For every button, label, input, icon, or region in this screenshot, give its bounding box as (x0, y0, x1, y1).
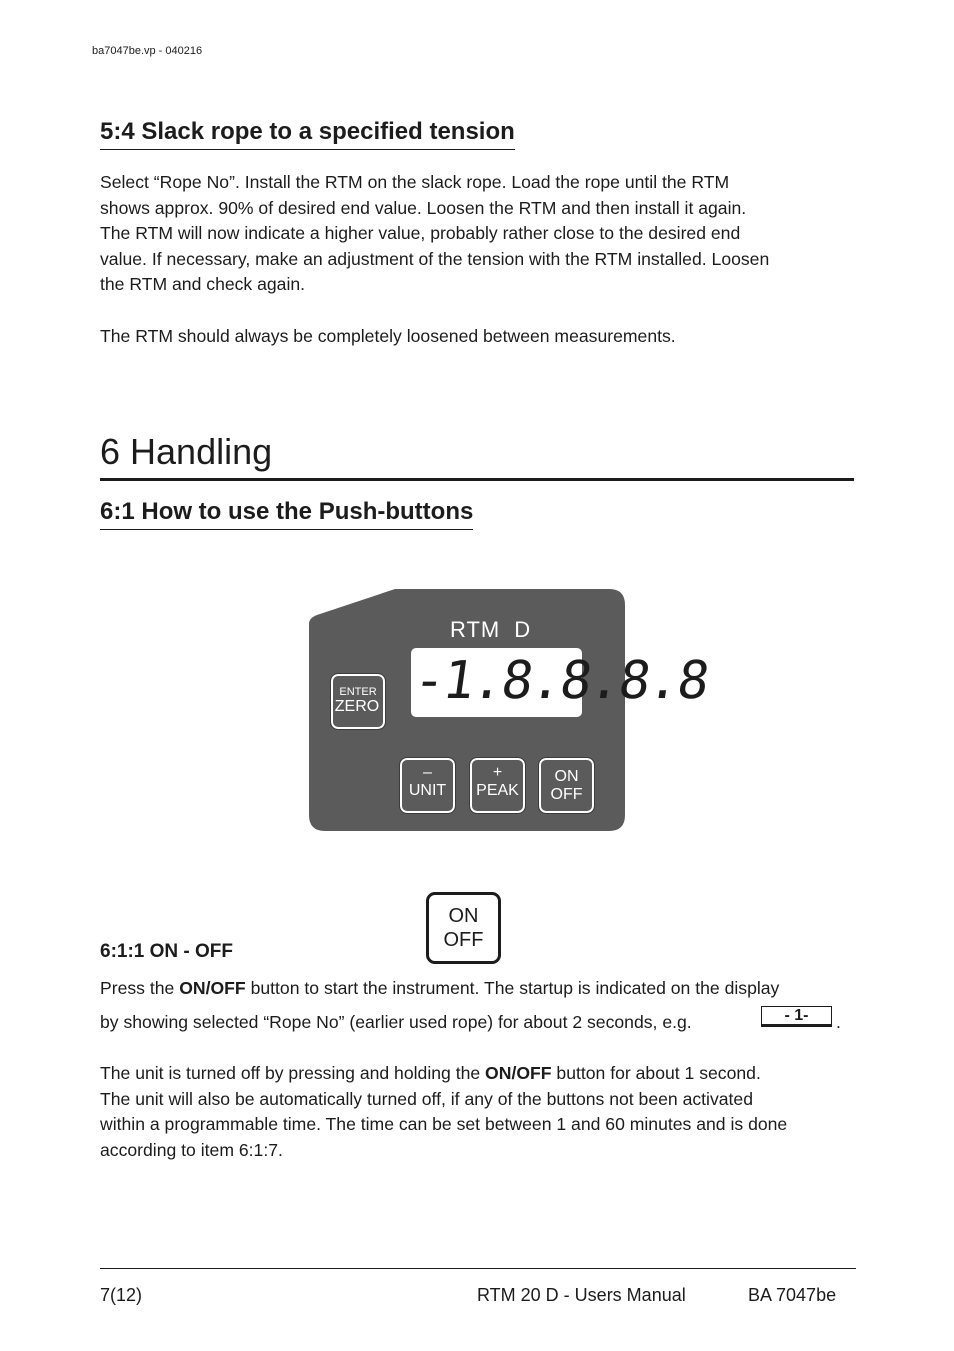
peak-button[interactable] (470, 758, 525, 813)
unit-button-label: UNIT (408, 782, 447, 799)
unit-button[interactable] (400, 758, 455, 813)
section-5-4-paragraph (100, 170, 769, 298)
page-number: 7(12) (100, 1285, 143, 1305)
minus-icon: – (423, 764, 432, 781)
text-line: the RTM and check again. (100, 274, 306, 295)
text-line: shows approx. 90% of desired end value. Loosen the RTM and then install it again. (100, 197, 747, 218)
chapter-heading-6: 6 Handling (100, 430, 854, 481)
device-display-digits: -1.8.8.8.8 (409, 651, 712, 711)
peak-button-label: PEAK (476, 782, 519, 799)
footer-doc-id: BA 7047be (748, 1285, 837, 1305)
text-line: within a programmable time. The time can be set between 1 and 60 minutes and is done (100, 1114, 788, 1135)
file-id: ba7047be.vp - 040216 (92, 45, 203, 57)
footer-title: RTM 20 D - Users Manual (477, 1285, 686, 1305)
text-line: Select “Rope No”. Install the RTM on the slack rope. Load the rope until the RTM (100, 172, 730, 192)
text-line: value. If necessary, make an adjustment of the tension with the RTM installed. Loosen (100, 248, 770, 269)
zero-button-small-label: ENTER (339, 686, 377, 698)
rope-number-display-example: - 1- (761, 1006, 832, 1027)
text-line: The unit is turned off by pressing and holding the ON/OFF button for about 1 second. (100, 1063, 761, 1083)
section-heading-6-1-1: 6:1:1 ON - OFF (100, 941, 234, 962)
section-heading-5-4: 5:4 Slack rope to a specified tension (100, 118, 515, 150)
footer-divider (100, 1268, 856, 1269)
onoff-paragraph-line1: Press the ON/OFF button to start the instrument. The startup is indicated on the display (100, 978, 780, 998)
zero-button-label: ZERO (334, 698, 380, 715)
sentence-end: . (836, 1012, 841, 1032)
onoff-button-illustration: ON OFF (426, 892, 501, 964)
text-line: The RTM will now indicate a higher value, probably rather close to the desired end (100, 223, 741, 244)
onoff-paragraph-2 (100, 1061, 787, 1163)
onoff-paragraph-line2: by showing selected “Rope No” (earlier used rope) for about 2 seconds, e.g. (100, 1012, 692, 1032)
text-line: according to item 6:1:7. (100, 1139, 283, 1160)
device-title: RTM D (450, 617, 532, 642)
section-5-4-note: The RTM should always be completely loosened between measurements. (100, 326, 676, 346)
zero-button[interactable] (331, 674, 385, 729)
section-heading-6-1: 6:1 How to use the Push-buttons (100, 498, 473, 530)
onoff-button[interactable] (539, 758, 594, 813)
onoff-button-line2: OFF (550, 786, 583, 803)
onoff-button-line1: ON (554, 768, 579, 785)
text-line: The unit will also be automatically turned off, if any of the buttons not been activated (100, 1088, 753, 1109)
plus-icon: + (492, 764, 503, 781)
